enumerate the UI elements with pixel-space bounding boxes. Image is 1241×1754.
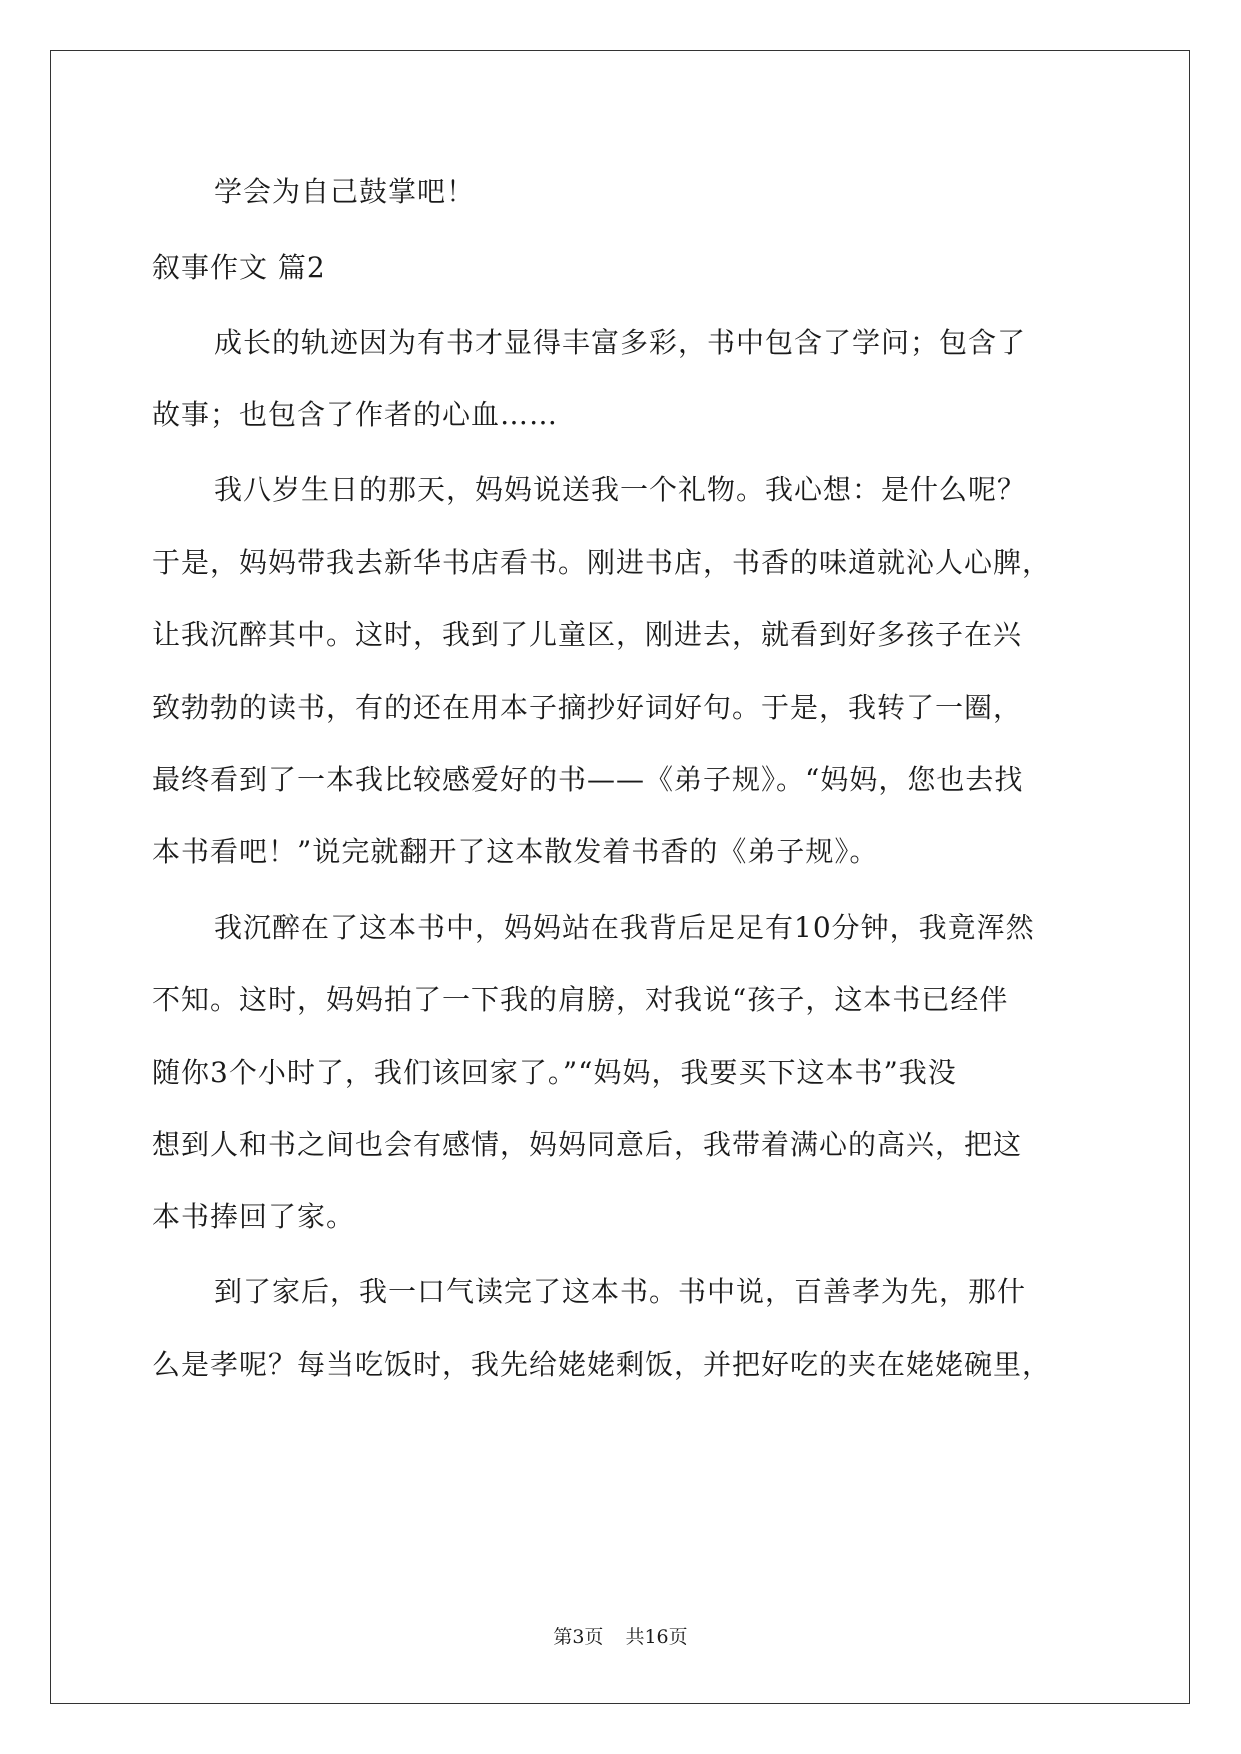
- page-number: 第3页: [553, 1626, 604, 1648]
- paragraph-line: 不知。这时，妈妈拍了一下我的肩膀，对我说“孩子，这本书已经伴: [152, 983, 1009, 1016]
- page-border: [50, 50, 1190, 1704]
- paragraph-line: 本书看吧！”说完就翻开了这本散发着书香的《弟子规》。: [152, 835, 879, 868]
- paragraph-line: 让我沉醉其中。这时，我到了儿童区，刚进去，就看到好多孩子在兴: [152, 618, 1023, 651]
- paragraph-line: 想到人和书之间也会有感情，妈妈同意后，我带着满心的高兴，把这: [152, 1128, 1023, 1161]
- paragraph-line: 致勃勃的读书，有的还在用本子摘抄好词好句。于是，我转了一圈，: [152, 691, 1023, 724]
- paragraph-line: 故事；也包含了作者的心血……: [152, 398, 559, 431]
- paragraph-line: 成长的轨迹因为有书才显得丰富多彩，书中包含了学问；包含了: [214, 326, 1027, 359]
- section-heading: 叙事作文 篇2: [152, 251, 326, 284]
- paragraph-line: 本书捧回了家。: [152, 1200, 356, 1233]
- paragraph-line: 么是孝呢？每当吃饭时，我先给姥姥剩饭，并把好吃的夹在姥姥碗里，: [152, 1348, 1052, 1381]
- paragraph-line: 我八岁生日的那天，妈妈说送我一个礼物。我心想：是什么呢？: [214, 473, 1027, 506]
- paragraph-line: 于是，妈妈带我去新华书店看书。刚进书店，书香的味道就沁人心脾，: [152, 546, 1052, 579]
- paragraph-line: 到了家后，我一口气读完了这本书。书中说，百善孝为先，那什: [214, 1275, 1027, 1308]
- page-footer: [0, 1622, 1241, 1649]
- paragraph-line: 学会为自己鼓掌吧！: [214, 175, 476, 208]
- page-total: 共16页: [625, 1626, 688, 1648]
- paragraph-line: 最终看到了一本我比较感爱好的书——《弟子规》。“妈妈，您也去找: [152, 763, 1024, 796]
- paragraph-line: 随你3个小时了，我们该回家了。”“妈妈，我要买下这本书”我没: [152, 1056, 957, 1089]
- paragraph-line: 我沉醉在了这本书中，妈妈站在我背后足足有10分钟，我竟浑然: [214, 911, 1035, 944]
